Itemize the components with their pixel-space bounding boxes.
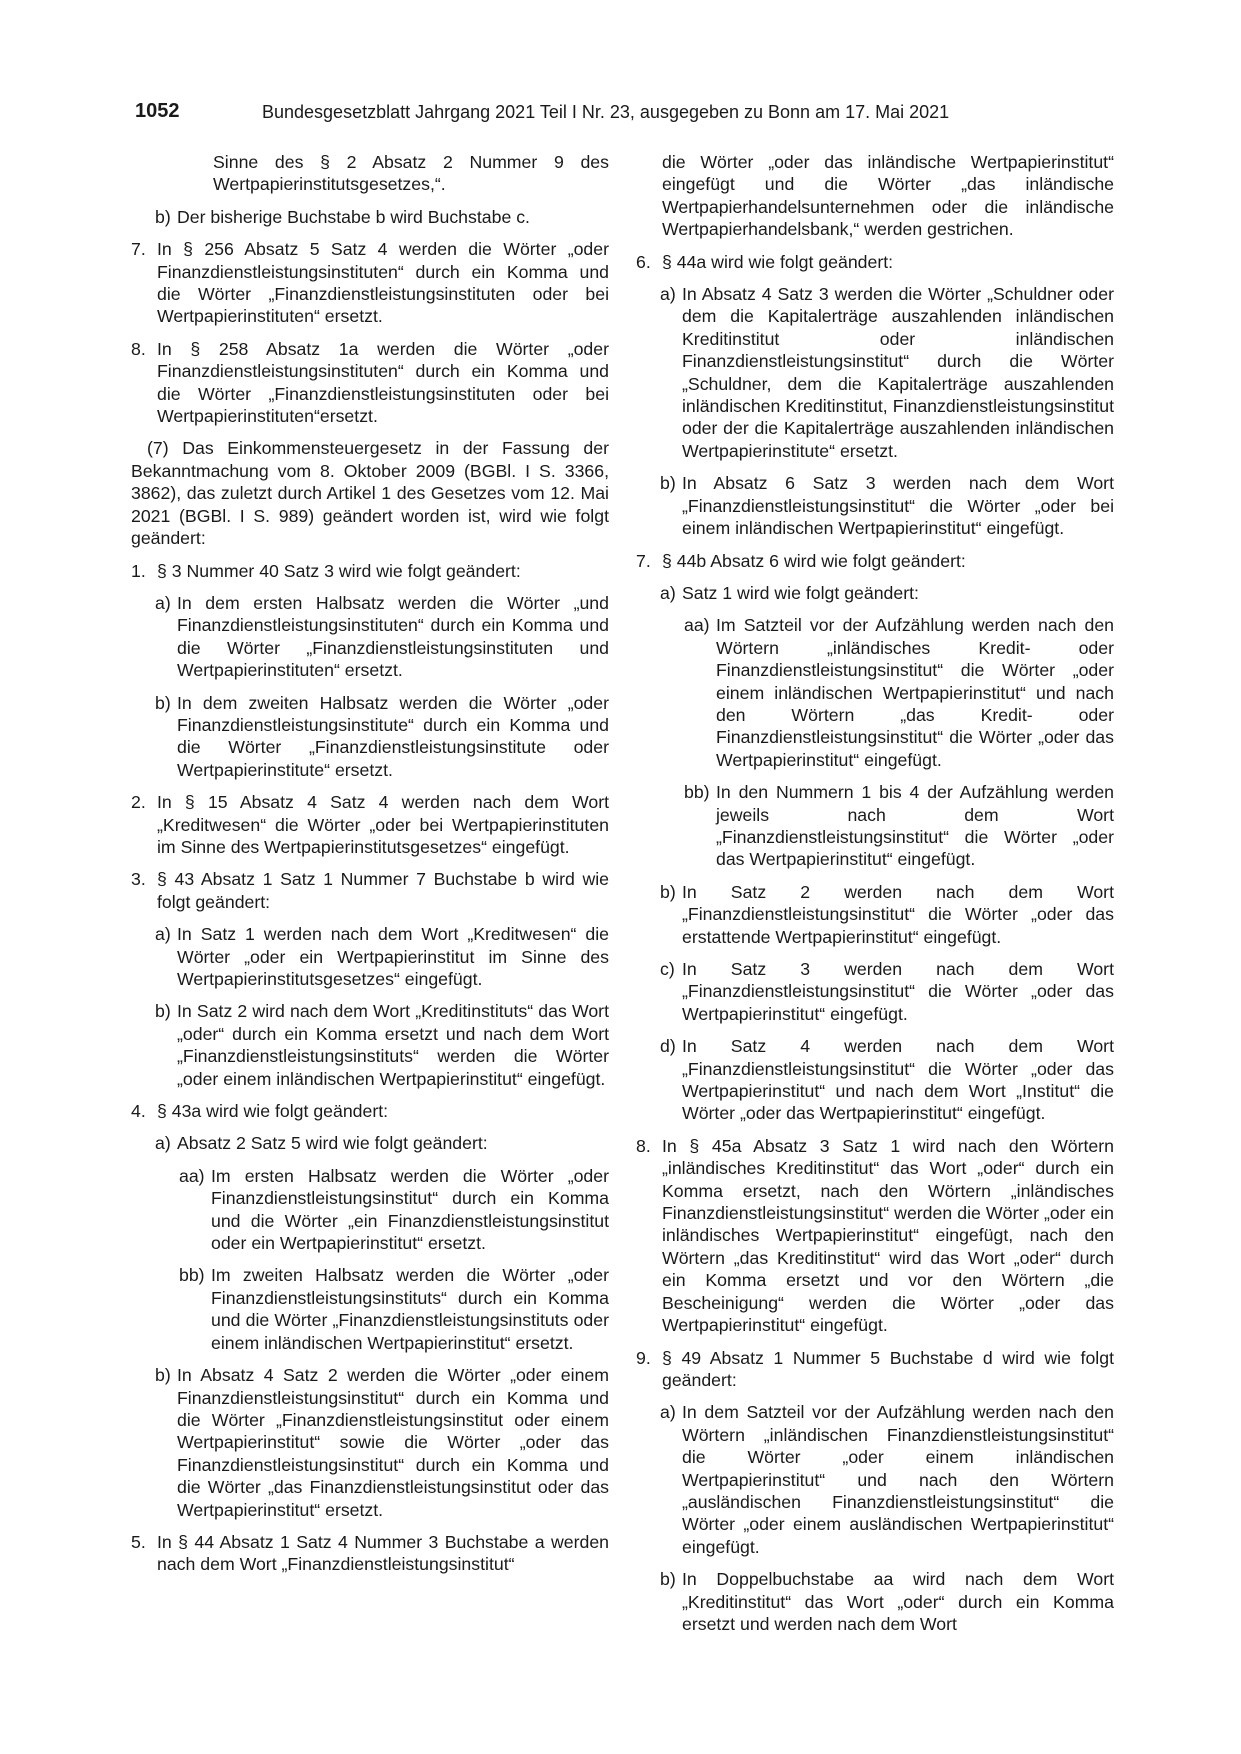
list-text: § 3 Nummer 40 Satz 3 wird wie folgt geändert: <box>157 560 521 581</box>
list-marker: a) <box>660 1402 676 1423</box>
list-marker: aa) <box>179 1165 205 1186</box>
list-text: In Satz 2 wird nach dem Wort „Kreditinstituts“ das Wort „oder“ durch ein Komma ersetzt und nach dem Wort „Finanzdienstleistungsinstituts“ werden die Wörter „oder einem inländischen Wertpapierinstitut“ eingefügt. <box>177 1001 609 1089</box>
list-text: In dem zweiten Halbsatz werden die Wörter „oder Finanzdienstleistungsinstitute“ durch ein Komma und die Wörter „Finanzdienstleistungsinstitute oder Wertpapierinstitute“ ersetzt. <box>177 692 609 780</box>
paragraph: (7) Das Einkommensteuergesetz in der Fassung der Bekanntmachung vom 8. Oktober 2009 (BGBl. I S. 3366, 3862), das zuletzt durch Artikel 1 des Gesetzes vom 12. Mai 2021 (BGBl. I S. 989) geändert worden ist, wird wie folgt geändert: <box>131 438 609 549</box>
list-marker: 1. <box>131 560 146 581</box>
list-text: In § 258 Absatz 1a werden die Wörter „oder Finanzdienstleistungsinstituten“ durch ein Komma und die Wörter „Finanzdienstleistungsinstituten oder bei Wertpapierinstituten“ersetzt. <box>157 338 609 427</box>
list-item <box>636 1568 1114 1635</box>
list-text: In Doppelbuchstabe aa wird nach dem Wort „Kreditinstitut“ das Wort „oder“ durch ein Komma ersetzt und werden nach dem Wort <box>682 1569 1114 1634</box>
list-item <box>636 1135 1114 1337</box>
list-marker: 8. <box>131 338 146 359</box>
gazette-header: Bundesgesetzblatt Jahrgang 2021 Teil I Nr. 23, ausgegeben zu Bonn am 17. Mai 2021 <box>262 102 950 122</box>
list-item <box>636 1035 1114 1125</box>
list-text: In § 15 Absatz 4 Satz 4 werden nach dem Wort „Kreditwesen“ die Wörter „oder bei Wertpapierinstituten im Sinne des Wertpapierinstitutsgesetzes“ eingefügt. <box>157 792 609 857</box>
list-text: In Satz 2 werden nach dem Wort „Finanzdienstleistungsinstitut“ die Wörter „oder das erstattende Wertpapierinstitut“ eingefügt. <box>682 881 1114 947</box>
list-text: Sinne des § 2 Absatz 2 Nummer 9 des Wertpapierinstitutsgesetzes,“. <box>213 152 609 195</box>
list-text: In dem Satzteil vor der Aufzählung werden nach den Wörtern „inländischen Finanzdienstleistungsinstitut“ die Wörter „oder einem inländischen Wertpapierinstitut“ und nach den Wörtern „ausländischen Finanzdienstleistungsinstitut“ die Wörter „oder einem ausländischen Wertpapierinstitut“ eingefügt. <box>682 1402 1114 1557</box>
list-item <box>131 1165 609 1255</box>
list-marker: b) <box>660 473 676 494</box>
list-marker: a) <box>155 592 171 613</box>
list-item <box>131 1531 609 1576</box>
list-marker: b) <box>155 692 171 713</box>
list-text: Absatz 2 Satz 5 wird wie folgt geändert: <box>177 1133 488 1154</box>
list-item <box>636 614 1114 771</box>
list-text: In Satz 3 werden nach dem Wort „Finanzdienstleistungsinstitut“ die Wörter „oder das Wertpapierinstitut“ eingefügt. <box>682 959 1114 1024</box>
list-marker: a) <box>155 924 171 945</box>
list-text: Im Satzteil vor der Aufzählung werden nach den Wörtern „inländisches Kredit- oder Finanzdienstleistungsinstitut“ die Wörter „oder einem inländischen Wertpapierinstitut“ und nach den Wörtern „das Kredit- oder Finanzdienstleistungsinstitut“ die Wörter „oder das Wertpapierinstitut“ eingefügt. <box>716 615 1114 770</box>
list-marker: 4. <box>131 1101 146 1122</box>
list-text: In den Nummern 1 bis 4 der Aufzählung werden jeweils nach dem Wort „Finanzdienstleistungsinstitut“ die Wörter „oder das Wertpapierinstitut“ eingefügt. <box>716 782 1114 870</box>
list-item <box>131 1100 609 1122</box>
list-text: Satz 1 wird wie folgt geändert: <box>682 582 919 603</box>
list-text: In § 256 Absatz 5 Satz 4 werden die Wörter „oder Finanzdienstleistungsinstituten“ durch ein Komma und die Wörter „Finanzdienstleistungsinstituten oder bei Wertpapierinstituten“ ersetzt. <box>157 239 609 327</box>
list-item <box>636 472 1114 539</box>
list-item <box>131 1132 609 1154</box>
list-item <box>636 958 1114 1025</box>
list-text: In Absatz 4 Satz 2 werden die Wörter „oder einem Finanzdienstleistungsinstitut“ durch ein Komma und die Wörter „Finanzdienstleistungsinstitut oder einem Wertpapierinstitut“ sowie die Wörter „oder das Finanzdienstleistungsinstitut“ durch ein Komma und die Wörter „das Finanzdienstleistungsinstitut oder das Wertpapierinstitut“ ersetzt. <box>177 1365 609 1520</box>
list-text: In Satz 1 werden nach dem Wort „Kreditwesen“ die Wörter „oder ein Wertpapierinstitut im Sinne des Wertpapierinstitutsgesetzes“ eingefügt. <box>177 924 609 989</box>
list-marker: a) <box>660 284 676 305</box>
list-marker: b) <box>155 1365 171 1386</box>
list-marker: bb) <box>684 782 710 803</box>
list-item <box>131 206 609 228</box>
list-marker: 2. <box>131 792 146 813</box>
list-item <box>636 781 1114 871</box>
list-marker: a) <box>155 1133 171 1154</box>
list-marker: d) <box>660 1036 676 1057</box>
left-column <box>131 151 609 1586</box>
list-text: § 44b Absatz 6 wird wie folgt geändert: <box>662 550 966 571</box>
list-marker: 8. <box>636 1135 651 1156</box>
list-text: § 44a wird wie folgt geändert: <box>662 251 894 272</box>
list-text: In Absatz 6 Satz 3 werden nach dem Wort „Finanzdienstleistungsinstitut“ die Wörter „oder bei einem inländischen Wertpapierinstitut“ eingefügt. <box>682 473 1114 539</box>
list-item <box>636 251 1114 273</box>
list-marker: bb) <box>179 1265 205 1286</box>
list-item <box>636 151 1114 241</box>
list-text: § 43 Absatz 1 Satz 1 Nummer 7 Buchstabe b wird wie folgt geändert: <box>157 869 609 912</box>
right-column <box>636 151 1114 1645</box>
list-marker: 6. <box>636 251 651 272</box>
list-item <box>131 151 609 196</box>
list-text: Im ersten Halbsatz werden die Wörter „oder Finanzdienstleistungsinstitut“ durch ein Komma und die Wörter „ein Finanzdienstleistungsinstitut oder ein Wertpapierinstitut“ ersetzt. <box>211 1165 609 1254</box>
list-item <box>131 923 609 990</box>
list-item <box>131 791 609 858</box>
list-item <box>636 582 1114 604</box>
list-item <box>636 550 1114 572</box>
list-item <box>131 1364 609 1521</box>
list-text: In dem ersten Halbsatz werden die Wörter „und Finanzdienstleistungsinstituten“ durch ein Komma und die Wörter „Finanzdienstleistungsinstituten und Wertpapierinstituten“ ersetzt. <box>177 592 609 681</box>
list-text: § 43a wird wie folgt geändert: <box>157 1101 389 1122</box>
list-marker: b) <box>660 1569 676 1590</box>
list-marker: aa) <box>684 615 710 636</box>
list-item <box>131 868 609 913</box>
list-item <box>636 283 1114 462</box>
list-text: § 49 Absatz 1 Nummer 5 Buchstabe d wird wie folgt geändert: <box>662 1347 1114 1390</box>
list-item <box>131 560 609 582</box>
list-marker: a) <box>660 582 676 603</box>
list-item <box>131 238 609 328</box>
list-marker: b) <box>155 1001 171 1022</box>
list-marker: c) <box>660 959 675 979</box>
list-text: Der bisherige Buchstabe b wird Buchstabe c. <box>177 206 530 227</box>
list-marker: 7. <box>636 550 651 571</box>
list-item <box>636 881 1114 948</box>
list-item <box>636 1347 1114 1392</box>
list-text: In § 44 Absatz 1 Satz 4 Nummer 3 Buchstabe a werden nach dem Wort „Finanzdienstleistungsinstitut“ <box>157 1531 609 1575</box>
list-item <box>131 1000 609 1090</box>
list-item <box>636 1401 1114 1558</box>
list-marker: b) <box>155 206 171 227</box>
list-marker: 7. <box>131 239 146 260</box>
list-item <box>131 592 609 682</box>
list-text: In Absatz 4 Satz 3 werden die Wörter „Schuldner oder dem die Kapitalerträge auszahlenden inländischen Kreditinstitut oder inländischen Finanzdienstleistungsinstitut“ durch die Wörter „Schuldner, dem die Kapitalerträge auszahlenden inländischen Kreditinstitut, Finanzdienstleistungsinstitut oder der die Kapitalerträge auszahlenden inländischen Wertpapierinstitute“ ersetzt. <box>682 284 1114 461</box>
list-text: die Wörter „oder das inländische Wertpapierinstitut“ eingefügt und die Wörter „das inländische Wertpapierhandelsunternehmen oder die inländische Wertpapierhandelsbank,“ werden gestrichen. <box>662 152 1114 240</box>
list-marker: b) <box>660 881 676 902</box>
list-text: Im zweiten Halbsatz werden die Wörter „oder Finanzdienstleistungsinstituts“ durch ein Komma und die Wörter „Finanzdienstleistungsinstituts oder einem inländischen Wertpapierinstitut“ ersetzt. <box>211 1265 609 1353</box>
list-item <box>131 1264 609 1354</box>
list-item <box>131 692 609 782</box>
list-text: In Satz 4 werden nach dem Wort „Finanzdienstleistungsinstitut“ die Wörter „oder das Wertpapierinstitut“ und nach dem Wort „Institut“ die Wörter „oder das Wertpapierinstitut“ eingefügt. <box>682 1036 1114 1124</box>
list-marker: 3. <box>131 869 146 890</box>
list-text: In § 45a Absatz 3 Satz 1 wird nach den Wörtern „inländisches Kreditinstitut“ das Wort „oder“ durch ein Komma ersetzt, nach den Wörtern „inländisches Finanzdienstleistungsinstitut“ werden die Wörter „oder ein inländisches Wertpapierinstitut“ eingefügt, nach den Wörtern „das Kreditinstitut“ wird das Wort „oder“ durch ein Komma ersetzt und vor den Wörtern „die Bescheinigung“ werden die Wörter „oder das Wertpapierinstitut“ eingefügt. <box>662 1135 1114 1336</box>
list-item <box>131 338 609 428</box>
list-marker: 5. <box>131 1531 146 1552</box>
page-number: 1052 <box>135 100 180 122</box>
list-marker: 9. <box>636 1347 651 1368</box>
